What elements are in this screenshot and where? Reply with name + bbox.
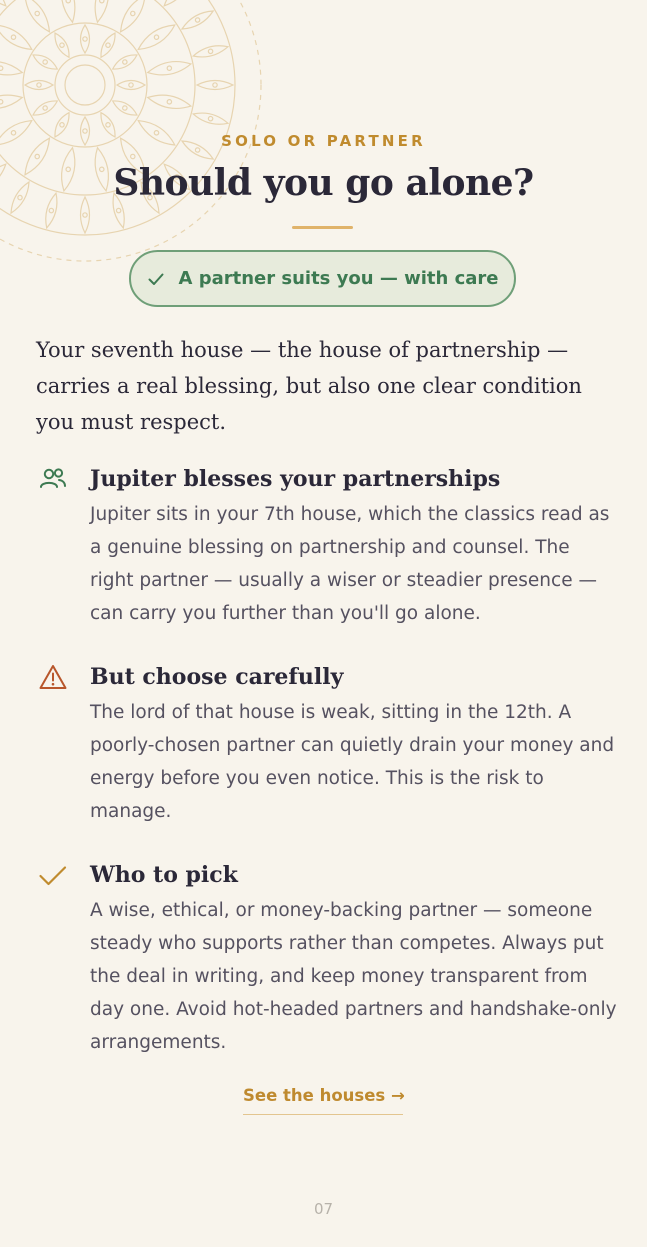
warning-icon (38, 662, 68, 692)
check-icon (147, 270, 165, 288)
see-houses-link[interactable]: See the houses → (243, 1086, 403, 1115)
page-number: 07 (313, 1200, 334, 1218)
page-title: Should you go alone? (113, 162, 534, 204)
verdict-text: A partner suits you — with care (178, 268, 499, 289)
item-body: The lord of that house is weak, sitting in the 12th. A poorly-chosen partner can quietly drain your money and energy before you even notice. This is the risk to manage. (90, 702, 615, 822)
item-title: But choose carefully (90, 664, 344, 690)
item-body: Jupiter sits in your 7th house, which the classics read as a genuine blessing on partnership and counsel. The right partner — usually a wiser or steadier presence — can carry you further than you'll go alone. (90, 504, 610, 624)
item-title: Who to pick (90, 862, 238, 888)
verdict-badge (129, 250, 516, 307)
check-icon (38, 860, 68, 890)
intro-paragraph: Your seventh house — the house of partnership — carries a real blessing, but also one clear condition you must respect. (36, 338, 582, 434)
people-icon (38, 464, 68, 494)
item-body: A wise, ethical, or money-backing partner — someone steady who supports rather than competes. Always put the deal in writing, and keep money transparent from day one. Avoid hot-headed partners and handshake-only arrangements. (90, 900, 617, 1053)
section-eyebrow: SOLO OR PARTNER (221, 132, 426, 150)
title-divider (292, 226, 353, 229)
item-title: Jupiter blesses your partnerships (90, 466, 501, 492)
